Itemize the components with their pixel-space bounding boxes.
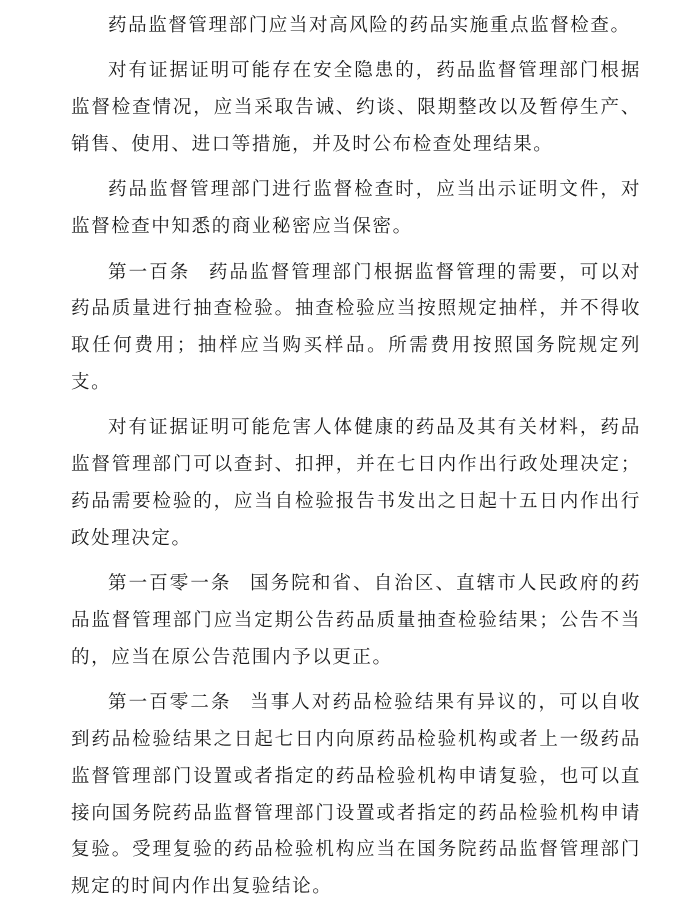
- article-number: 第一百零一条: [108, 573, 232, 595]
- article-paragraph: [71, 566, 641, 676]
- paragraph: [71, 410, 641, 557]
- paragraph: [71, 8, 641, 45]
- article-number: 第一百零二条: [108, 692, 232, 714]
- paragraph-text: 对有证据证明可能危害人体健康的药品及其有关材料，药品监督管理部门可以查封、扣押，并在七日内作出行政处理决定；药品需要检验的，应当自检验报告书发出之日起十五日内作出行政处理决定。: [71, 417, 641, 549]
- paragraph-text: 药品监督管理部门根据监督管理的需要，可以对药品质量进行抽查检验。抽查检验应当按照规定抽样，并不得收取任何费用；抽样应当购买样品。所需费用按照国务院规定列支。: [71, 261, 641, 393]
- article-paragraph: [71, 255, 641, 402]
- paragraph-text: 药品监督管理部门应当对高风险的药品实施重点监督检查。: [108, 15, 631, 36]
- article-number: 第一百条: [108, 261, 191, 283]
- paragraph-text: 对有证据证明可能存在安全隐患的，药品监督管理部门根据监督检查情况，应当采取告诫、约谈、限期整改以及暂停生产、销售、使用、进口等措施，并及时公布检查处理结果。: [71, 60, 641, 155]
- article-paragraph: [71, 685, 641, 906]
- document-body: [71, 8, 641, 914]
- paragraph-text: 药品监督管理部门进行监督检查时，应当出示证明文件，对监督检查中知悉的商业秘密应当保密。: [71, 179, 641, 238]
- paragraph-text: 当事人对药品检验结果有异议的，可以自收到药品检验结果之日起七日内向原药品检验机构或者上一级药品监督管理部门设置或者指定的药品检验机构申请复验，也可以直接向国务院药品监督管理部门设置或者指定的药品检验机构申请复验。受理复验的药品检验机构应当在国务院药品监督管理部门规定的时间内作出复验结论。: [71, 692, 641, 898]
- paragraph: [71, 172, 641, 246]
- paragraph-text: 国务院和省、自治区、直辖市人民政府的药品监督管理部门应当定期公告药品质量抽查检验结果；公告不当的，应当在原公告范围内予以更正。: [71, 573, 641, 668]
- paragraph: [71, 53, 641, 163]
